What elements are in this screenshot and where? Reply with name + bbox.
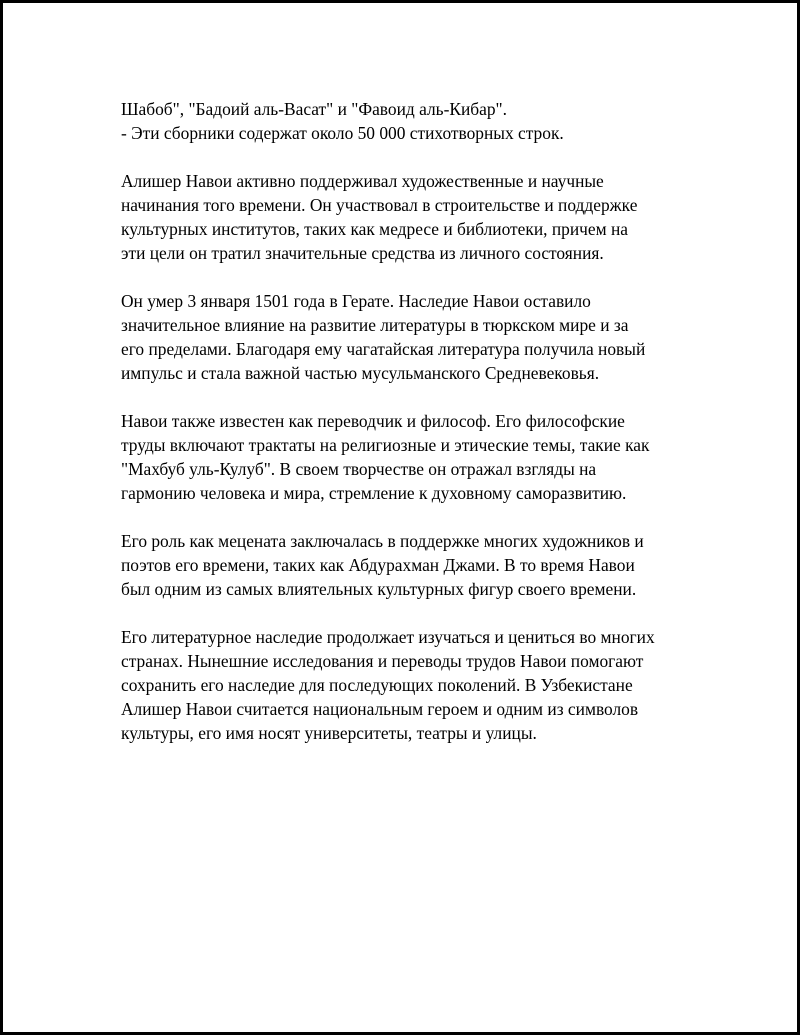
text-line: Алишер Навои активно поддерживал художественные и научные [121, 171, 604, 191]
text-line: начинания того времени. Он участвовал в строительстве и поддержке [121, 195, 638, 215]
paragraph-1 [121, 97, 721, 145]
text-line: Навои также известен как переводчик и философ. Его философские [121, 411, 625, 431]
text-line: импульс и стала важной частью мусульманского Средневековья. [121, 363, 600, 383]
text-line: его пределами. Благодаря ему чагатайская литература получила новый [121, 339, 646, 359]
text-line: гармонию человека и мира, стремление к духовному саморазвитию. [121, 483, 627, 503]
paragraph-3 [121, 289, 721, 385]
text-line: эти цели он тратил значительные средства из личного состояния. [121, 243, 604, 263]
text-line: Его литературное наследие продолжает изучаться и цениться во многих [121, 627, 655, 647]
paragraph-6 [121, 625, 721, 745]
text-line: странах. Нынешние исследования и переводы трудов Навои помогают [121, 651, 644, 671]
text-line: значительное влияние на развитие литературы в тюркском мире и за [121, 315, 629, 335]
text-line: был одним из самых влиятельных культурных фигур своего времени. [121, 579, 637, 599]
text-line: сохранить его наследие для последующих поколений. В Узбекистане [121, 675, 633, 695]
paragraph-5 [121, 529, 721, 601]
text-line: "Махбуб уль-Кулуб". В своем творчестве он отражал взгляды на [121, 459, 597, 479]
text-line: - Эти сборники содержат около 50 000 стихотворных строк. [121, 123, 564, 143]
text-line: труды включают трактаты на религиозные и этические темы, такие как [121, 435, 650, 455]
text-line: культурных институтов, таких как медресе и библиотеки, причем на [121, 219, 628, 239]
text-line: поэтов его времени, таких как Абдурахман Джами. В то время Навои [121, 555, 635, 575]
text-line: Его роль как мецената заключалась в поддержке многих художников и [121, 531, 644, 551]
text-line: Он умер 3 января 1501 года в Герате. Наследие Навои оставило [121, 291, 591, 311]
paragraph-4 [121, 409, 721, 505]
text-line: Алишер Навои считается национальным героем и одним из символов [121, 699, 639, 719]
text-line: культуры, его имя носят университеты, театры и улицы. [121, 723, 537, 743]
text-line: Шабоб", "Бадоий аль-Васат" и "Фавоид аль-Кибар". [121, 99, 507, 119]
paragraph-2 [121, 169, 721, 265]
document-body [121, 97, 721, 769]
